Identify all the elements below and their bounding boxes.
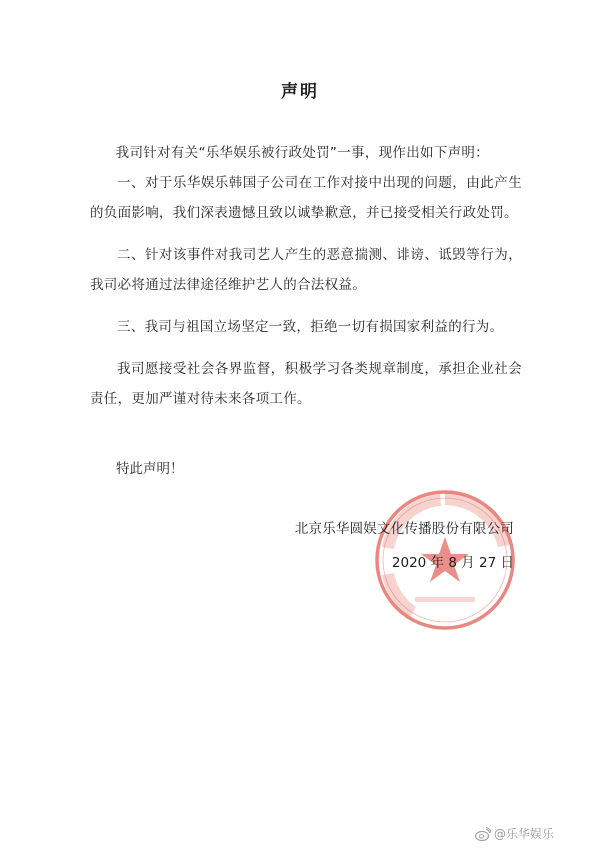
weibo-icon — [475, 827, 491, 841]
point-one-paragraph: 一、对于乐华娱乐韩国子公司在工作对接中出现的问题，由此产生的负面影响，我们深表遗憾且致以诚挚歉意，并已接受相关行政处罚。 — [90, 175, 522, 221]
intro-paragraph: 我司针对有关“乐华娱乐被行政处罚”一事，现作出如下声明： — [115, 145, 490, 161]
point-two-paragraph: 二、针对该事件对我司艺人产生的恶意揣测、诽谤、诋毁等行为，我司必将通过法律途径维护艺人的合法权益。 — [90, 247, 522, 293]
company-signature: 北京乐华圆娱文化传播股份有限公司 — [294, 521, 514, 537]
closing-line: 特此声明！ — [116, 461, 184, 477]
commitment-paragraph: 我司愿接受社会各界监督，积极学习各类规章制度，承担企业社会责任，更加严谨对待未来各项工作。 — [90, 361, 522, 407]
weibo-watermark — [475, 825, 554, 842]
document-title: 声明 — [281, 82, 319, 102]
watermark-text: @乐华娱乐 — [493, 827, 554, 841]
statement-date: 2020 年 8 月 27 日 — [391, 555, 514, 571]
point-three-paragraph: 三、我司与祖国立场坚定一致，拒绝一切有损国家利益的行为。 — [117, 319, 504, 335]
statement-body — [90, 138, 522, 414]
